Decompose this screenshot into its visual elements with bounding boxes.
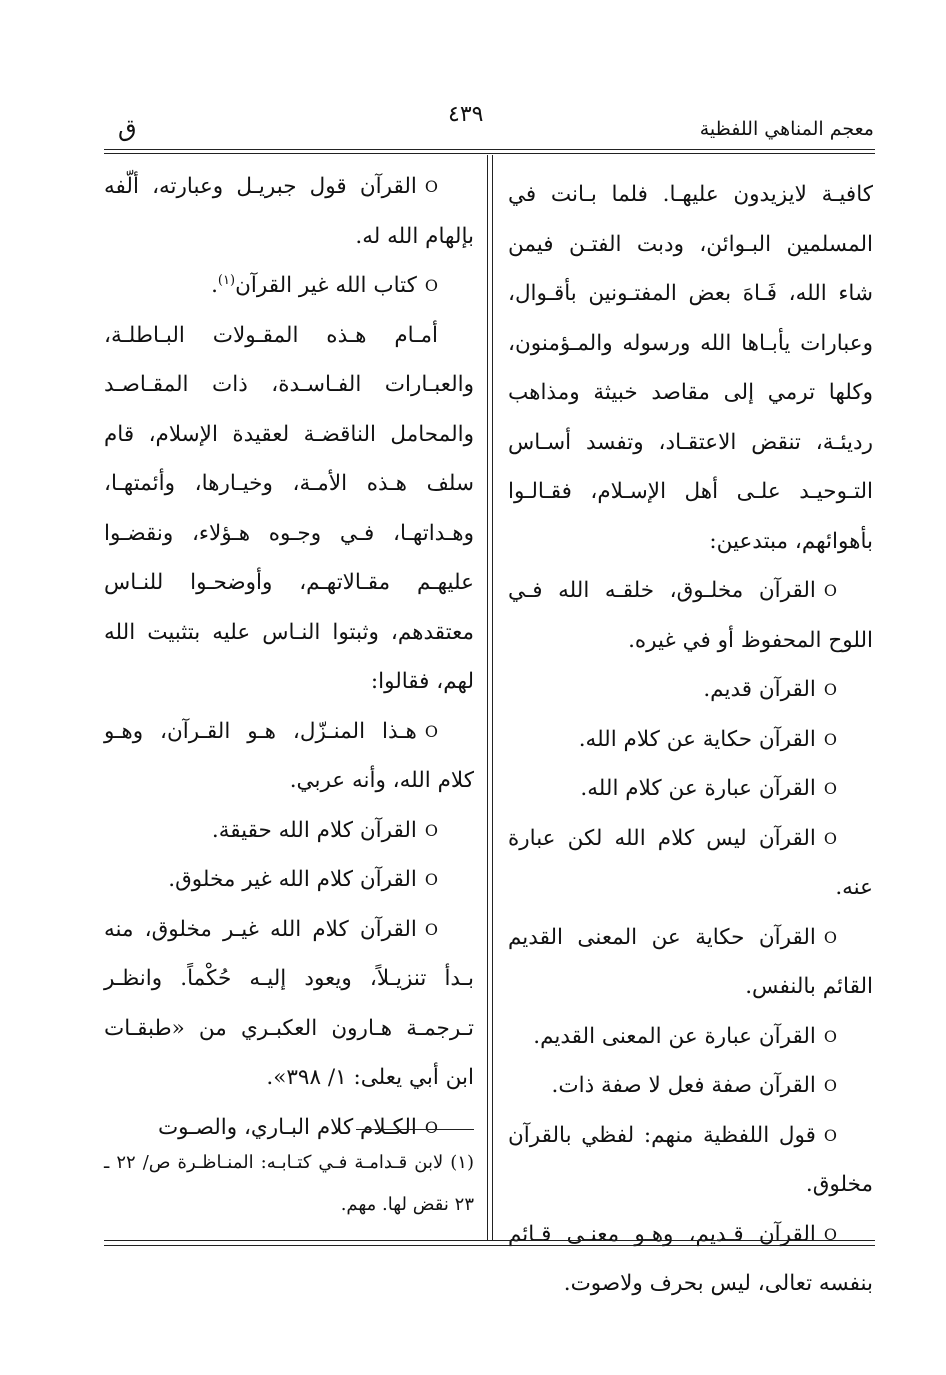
header-rule — [104, 153, 875, 154]
footnote-reference[interactable]: (١) — [217, 272, 236, 288]
list-item: Oالقرآن حكاية عن المعنى القديم القائم بالنفس. — [508, 924, 873, 999]
bullet-icon: O — [823, 1026, 837, 1046]
bullet-icon: O — [823, 927, 837, 947]
right-column — [508, 170, 873, 1309]
list-item: Oالقرآن قديم. — [703, 677, 837, 702]
bullet-icon: O — [424, 177, 438, 196]
running-title: معجم المناهي اللفظية — [699, 118, 874, 140]
page-number: ٤٣٩ — [448, 102, 484, 127]
bullet-icon: O — [424, 276, 438, 295]
bullet-icon: O — [823, 828, 837, 848]
bullet-icon: O — [823, 1125, 837, 1145]
bullet-icon: O — [424, 870, 438, 889]
section-letter: ق — [118, 114, 137, 142]
list-item: Oقول اللفظية منهم: لفظي بالقرآن مخلوق. — [508, 1122, 873, 1197]
bullet-icon: O — [823, 729, 837, 749]
footer-rule — [104, 1245, 875, 1246]
list-item: Oالقرآن كلام الله حقيقة. — [211, 817, 438, 843]
list-item: Oالقرآن ليس كلام الله لكن عبارة عنه. — [508, 825, 873, 900]
bullet-icon: O — [823, 779, 837, 798]
list-item: Oالقرآن كلام الله غير مخلوق. — [168, 867, 438, 892]
list-item: Oهـذا المنـزّل، هـو القـرآن، وهـو كلام الله، وأنه عربي. — [104, 718, 474, 793]
list-item: Oالكـلام كلام البـاري، والصـوت — [157, 1114, 438, 1140]
header-rule — [104, 149, 875, 150]
list-item: Oالقرآن حكاية عن كلام الله. — [578, 726, 837, 752]
bullet-icon: O — [424, 721, 438, 741]
list-item: Oالقرآن عبارة عن كلام الله. — [580, 776, 837, 801]
bullet-icon: O — [823, 1224, 837, 1244]
list-item: Oالقرآن صفة فعل لا صفة ذات. — [551, 1073, 837, 1098]
footer-rule — [104, 1240, 875, 1241]
list-item: Oالقرآن كلام الله غيـر مخلوق، منه بـدأ تنزيـلاً، ويعود إليـه حُكْماً. وانظـر تـرجمـة هـارون العكبـري من «طبقـات ابن أبي يعلى: ١/ ٣٩٨». — [104, 916, 474, 1090]
footnote-rule — [356, 1129, 474, 1130]
column-separator — [492, 155, 493, 1240]
list-item: Oالقرآن مخلـوق، خلقـه الله فـي اللوح المحفوظ أو في غيره. — [508, 578, 873, 653]
paragraph: أمـام هـذه المقـولات البـاطلـة، والعبـارات الفـاسـدة، ذات المقـاصـد والمحامل الناقضـة لعقيدة الإسلام، قام سلف هـذه الأمـة، وخيـارها، وأئمتهـا، وهـداتهـا، فـي وجـوه هـؤلاء، ونقضـوا عليهـم مقـالاتهـم، وأوضحـوا للنـاس معتقدهم، وثبتوا النـاس عليه بتثبيت الله لهم، فقالوا: — [104, 322, 474, 694]
paragraph: كافيـة لايزيدون عليهـا. فلما بـانت في المسلمين البـوائن، ودبت الفتـن فيمن شاء الله، فَـاهَ بعض المفتـونين بأقـوال، وعبارات يأبـاها الله ورسوله والمـؤمنون، وكلها ترمي إلى مقاصد خبيثة ومذاهب رديئـة، تنقض الاعتقـاد، وتفسد أسـاس التـوحيـد علـى أهل الإسـلام، فقـالـوا بأهوائهم، مبتدعين: — [508, 182, 873, 554]
footnote: (١) لابن قـدامـة فـي كتـابـه: المنـاظـرة ص/ ٢٢ ـ ٢٣ نقض لها. مهم. — [104, 1152, 474, 1215]
bullet-icon: O — [424, 919, 438, 939]
bullet-icon: O — [424, 820, 438, 840]
bullet-icon: O — [823, 680, 837, 699]
list-item: Oالقرآن عبارة عن المعنى القديم. — [533, 1023, 837, 1049]
list-item: Oكتاب الله غير القرآن$^{(١)}$. — [211, 272, 438, 298]
list-item: Oالقرآن قـديم، وهـو معنـى قـائم بنفسه تعالى، ليس بحرف ولاصوت. — [508, 1221, 873, 1296]
column-separator — [487, 155, 488, 1240]
bullet-icon: O — [823, 1076, 837, 1095]
list-item: Oالقرآن قول جبريـل وعبارته، ألّفه بإلهام الله له. — [104, 174, 474, 249]
bullet-icon: O — [424, 1117, 438, 1137]
bullet-icon: O — [823, 581, 837, 600]
left-column — [104, 162, 474, 1152]
